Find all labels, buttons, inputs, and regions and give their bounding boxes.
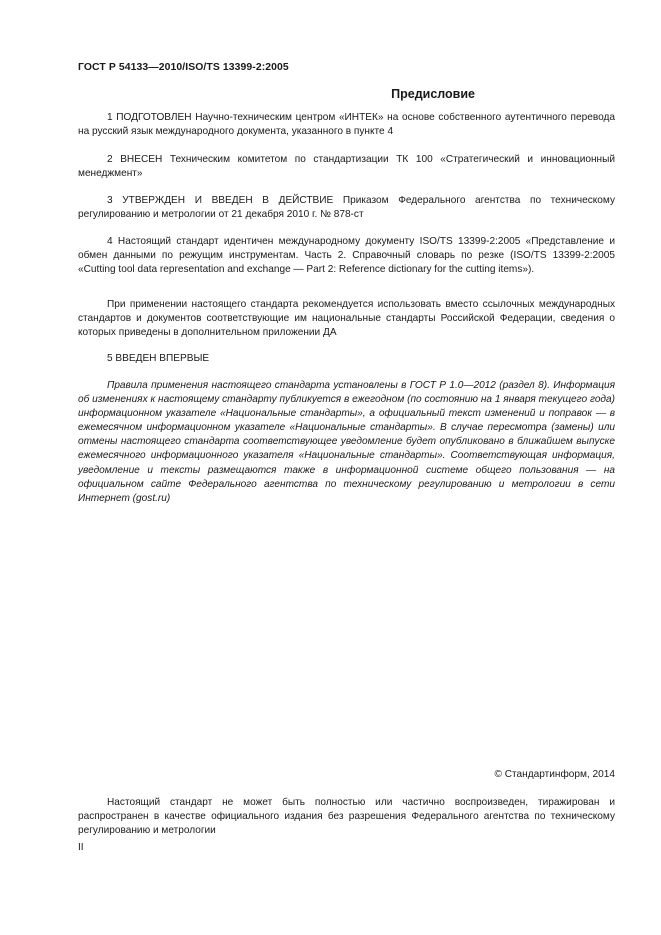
paragraph-6: 5 ВВЕДЕН ВПЕРВЫЕ: [107, 353, 210, 364]
paragraph-7-italic-rules: Правила применения настоящего стандарта установлены в ГОСТ Р 1.0—2012 (раздел 8). Информация об изменениях к настоящему стандарту публикуется в ежегодном (по состоянию на 1 января текущего года) информационном указателе «Национальные стандарты», а официальный текст изменений и поправок — в ежемесячном информационном указателе «Национальные стандарты». В случае пересмотра (замены) или отмены настоящего стандарта соответствующее уведомление будет опубликовано в ближайшем выпуске ежемесячного информационного указателя «Национальные стандарты». Соответствующая информация, уведомление и тексты размещаются также в информационной системе общего пользования — на официальном сайте Федерального агентства по техническому регулированию и метрологии в сети Интернет (gost.ru): [78, 380, 615, 504]
paragraph-5: При применении настоящего стандарта рекомендуется использовать вместо ссылочных международных стандартов и документов соответствующие им национальные стандарты Российской Федерации, сведения о которых приведены в дополнительном приложении ДА: [78, 299, 615, 339]
document-code-header: ГОСТ Р 54133—2010/ISO/TS 13399-2:2005: [78, 62, 289, 73]
paragraph-4: 4 Настоящий стандарт идентичен международному документу ISO/TS 13399-2:2005 «Представление и обмен данными по режущим инструментам. Часть 2. Справочный словарь по резке (ISO/TS 13399-2:2005 «Cutting tool data representation and exchange — Part 2: Reference dictionary for the cutting items»).: [78, 236, 615, 276]
paragraph-1: 1 ПОДГОТОВЛЕН Научно-техническим центром «ИНТЕК» на основе собственного аутентичного перевода на русский язык международного документа, указанного в пункте 4: [78, 112, 615, 138]
reproduction-notice: Настоящий стандарт не может быть полностью или частично воспроизведен, тиражирован и распространен в качестве официального издания без разрешения Федерального агентства по техническому регулированию и метрологии: [78, 797, 615, 837]
page-title-text: Предисловие: [391, 87, 475, 101]
paragraph-2: 2 ВНЕСЕН Техническим комитетом по стандартизации ТК 100 «Стратегический и инновационный менеджмент»: [78, 154, 615, 180]
page-title: [78, 87, 615, 101]
copyright-line: © Стандартинформ, 2014: [494, 769, 615, 780]
page-number: II: [78, 842, 84, 853]
paragraph-3: 3 УТВЕРЖДЕН И ВВЕДЕН В ДЕЙСТВИЕ Приказом Федерального агентства по техническому регулированию и метрологии от 21 декабря 2010 г. № 878-ст: [78, 195, 615, 221]
